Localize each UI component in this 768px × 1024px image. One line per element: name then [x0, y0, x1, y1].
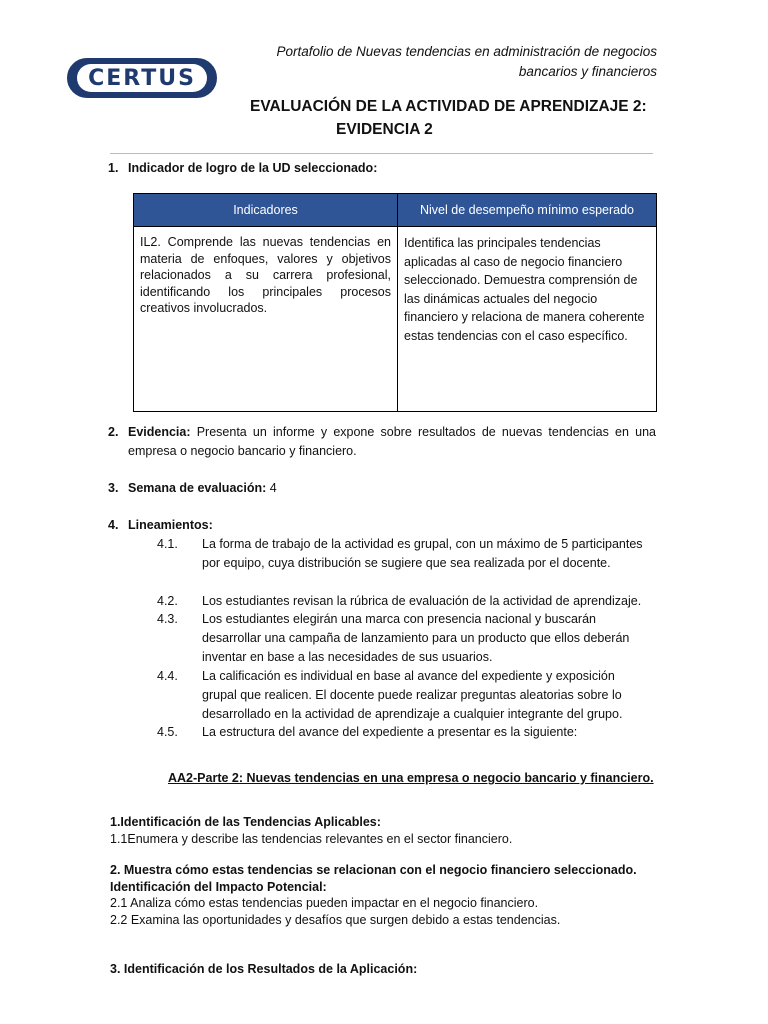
part2-s2-title: 2. Muestra cómo estas tendencias se relacionan con el negocio financiero seleccionado.: [110, 863, 637, 877]
header-subtitle-line2: bancarios y financieros: [518, 64, 657, 79]
header-subtitle: [237, 42, 657, 82]
list-item-num: 4.2.: [157, 594, 178, 608]
table-cell-nivel: Identifica las principales tendencias aplicadas al caso de negocio financiero seleccionado. Demuestra comprensión de las dinámicas actuales del negocio financiero y relaciona de manera coherente estas tendencias con el caso específico.: [398, 227, 657, 412]
part2-s2-subtitle: Identificación del Impacto Potencial:: [110, 880, 327, 894]
list-item-num: 4.3.: [157, 612, 178, 626]
list-item-text: Los estudiantes elegirán una marca con presencia nacional y buscarán desarrollar una campaña de lanzamiento para un producto que ellos deberán inventar en base a las necesidades de sus usuarios.: [202, 612, 630, 664]
list-item-num: 4.1.: [157, 537, 178, 551]
table-header-indicadores: Indicadores: [134, 194, 398, 227]
part2-s3-title: 3. Identificación de los Resultados de la Aplicación:: [110, 962, 418, 976]
section2-label: Evidencia:: [128, 425, 191, 439]
section4-num: 4.: [108, 518, 119, 532]
section3-value: 4: [269, 481, 277, 495]
section3-label: Semana de evaluación:: [128, 481, 267, 495]
indicators-table: [133, 193, 657, 412]
section1-title: Indicador de logro de la UD seleccionado:: [128, 161, 378, 175]
list-item-text: La forma de trabajo de la actividad es grupal, con un máximo de 5 participantes por equipo, cuya distribución se sugiere que sea realizada por el docente.: [202, 537, 643, 570]
section2-num: 2.: [108, 425, 119, 439]
table-header-nivel: Nivel de desempeño mínimo esperado: [398, 194, 657, 227]
list-item-text: Los estudiantes revisan la rúbrica de evaluación de la actividad de aprendizaje.: [202, 594, 642, 608]
part2-s1-title: 1.Identificación de las Tendencias Aplicables:: [110, 815, 381, 829]
list-item-num: 4.4.: [157, 669, 178, 683]
section3-num: 3.: [108, 481, 119, 495]
header-subtitle-line1: Portafolio de Nuevas tendencias en administración de negocios: [276, 44, 657, 59]
section4-title: Lineamientos:: [128, 518, 213, 532]
list-item-text: La estructura del avance del expediente a presentar es la siguiente:: [202, 725, 578, 739]
table-cell-indicador: IL2. Comprende las nuevas tendencias en materia de enfoques, valores y objetivos relacionados a su carrera profesional, identificando los principales procesos creativos involucrados.: [134, 227, 398, 412]
list-item-num: 4.5.: [157, 725, 178, 739]
certus-logo: [67, 58, 217, 98]
section2-body: [128, 423, 656, 461]
part2-s1-line: 1.1Enumera y describe las tendencias relevantes en el sector financiero.: [110, 832, 513, 846]
section1-num: 1.: [108, 161, 119, 175]
header-divider: [110, 153, 653, 154]
list-item-text: La calificación es individual en base al avance del expediente y exposición grupal que realicen. El docente puede realizar preguntas aleatorias sobre lo desarrollado en la actividad de aprendizaje a cualquier integrante del grupo.: [202, 669, 623, 721]
part2-heading: AA2-Parte 2: Nuevas tendencias en una empresa o negocio bancario y financiero.: [168, 771, 654, 785]
section3-body: [128, 479, 277, 497]
logo-text: CERTUS: [88, 65, 196, 91]
part2-s2-line2: 2.2 Examina las oportunidades y desafíos que surgen debido a estas tendencias.: [110, 913, 561, 927]
page-title-line1: EVALUACIÓN DE LA ACTIVIDAD DE APRENDIZAJE 2:: [250, 98, 647, 115]
page-title-line2: EVIDENCIA 2: [336, 121, 433, 138]
part2-s2-line1: 2.1 Analiza cómo estas tendencias pueden impactar en el negocio financiero.: [110, 896, 539, 910]
section2-text: Presenta un informe y expone sobre resultados de nuevas tendencias en una empresa o negocio bancario y financiero.: [128, 425, 656, 458]
